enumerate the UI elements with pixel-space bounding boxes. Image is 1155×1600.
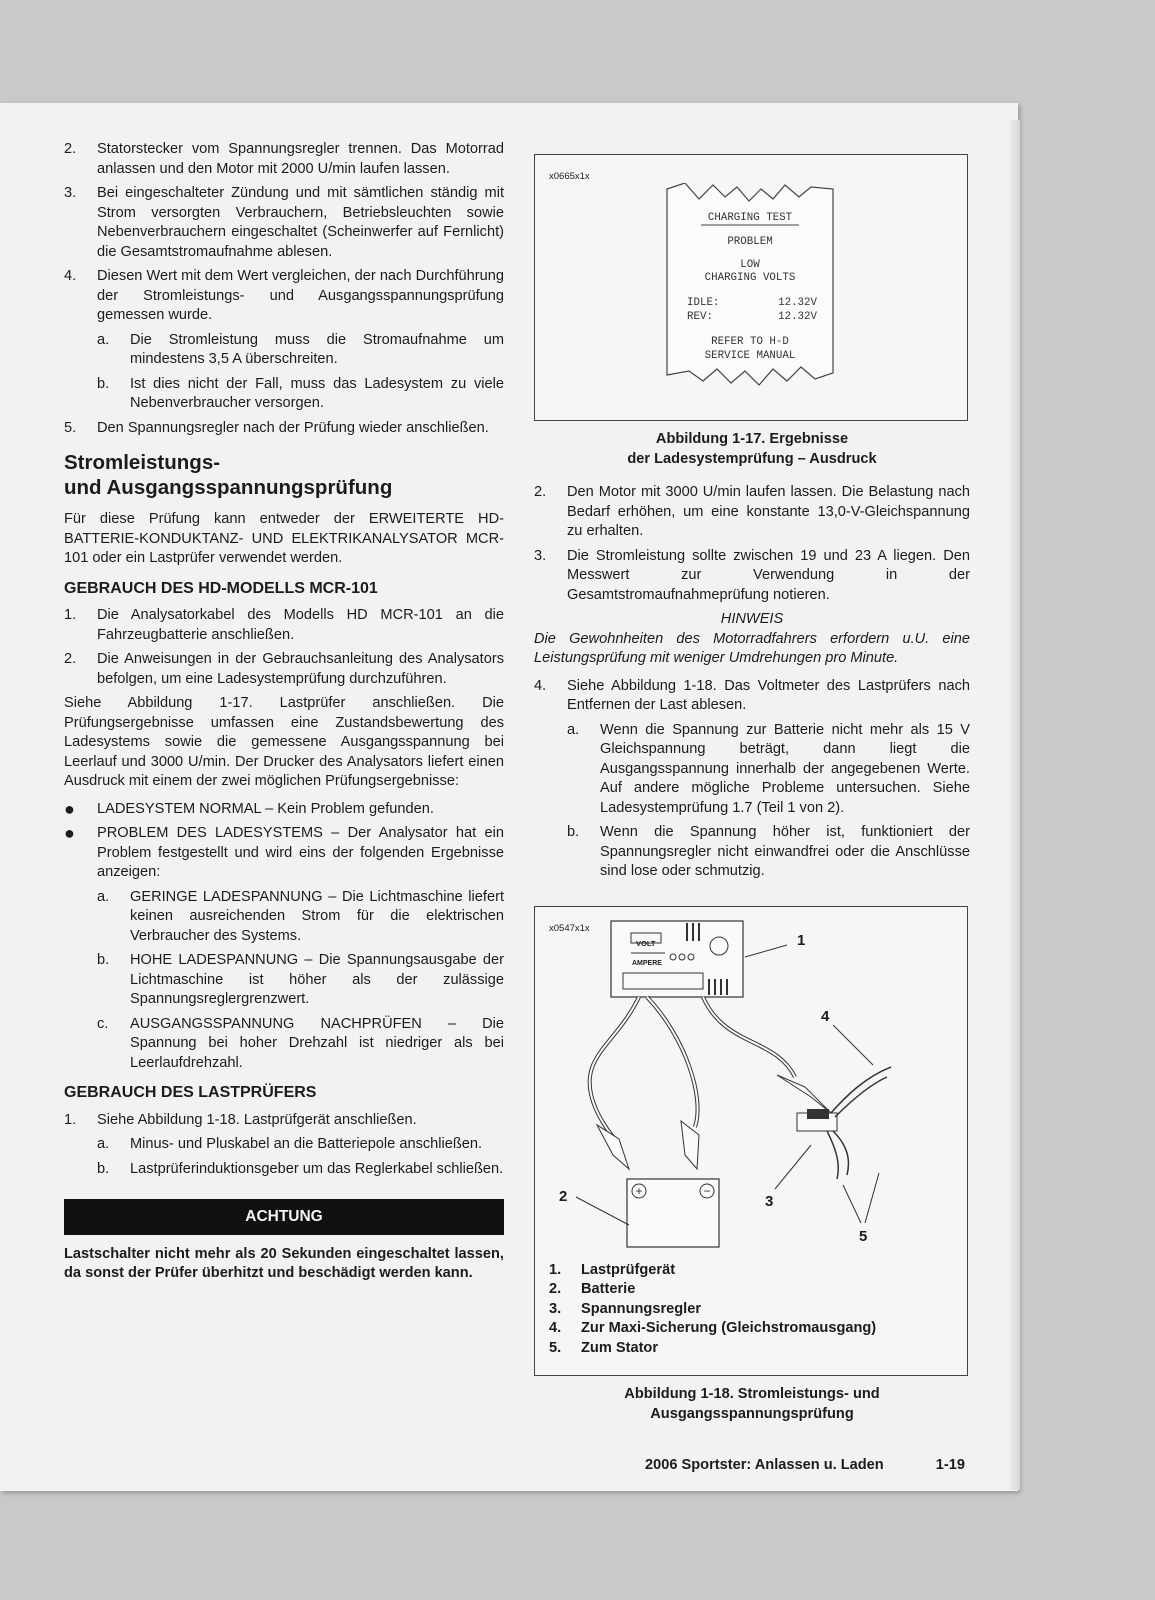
- callout-5: 5: [859, 1227, 868, 1245]
- figure-id: x0665x1x: [549, 171, 590, 182]
- list-item: 4. Siehe Abbildung 1-18. Das Voltmeter des Lastprüfers nach Entfernen der Last ablesen.: [534, 677, 970, 713]
- sub-list-item: b. Ist dies nicht der Fall, muss das Ladesystem zu viele Nebenverbraucher versorgen.: [97, 375, 504, 411]
- ticket-manual: SERVICE MANUAL: [704, 350, 796, 362]
- section-heading: Stromleistungs- und Ausgangsspannungsprüfung: [64, 451, 393, 499]
- sub-list-item: b. Wenn die Spannung höher ist, funktioniert der Spannungsregler nicht einwandfrei oder die Anschlüsse sind lose oder schmutzig.: [567, 824, 970, 879]
- callout-2: 2: [559, 1187, 568, 1205]
- ticket-charging-volts: CHARGING VOLTS: [704, 272, 796, 284]
- subheading-mcr: GEBRAUCH DES HD-MODELLS MCR-101: [64, 579, 378, 597]
- sub-list-item: b. HOHE LADESPANNUNG – Die Spannungsausgabe der Lichtmaschine ist höher als der zulässige Spannungsreglergrenzwert.: [97, 952, 504, 1007]
- legend-item: 5. Zum Stator: [549, 1339, 659, 1356]
- page-footer: [645, 1457, 965, 1473]
- ticket-rev-row: REV: 12.32V: [687, 311, 817, 323]
- subheading-lastpruefer: GEBRAUCH DES LASTPRÜFERS: [64, 1084, 317, 1101]
- list-item: 5. Den Spannungsregler nach der Prüfung wieder anschließen.: [64, 419, 489, 436]
- left-column: [64, 140, 504, 1284]
- figure-legend: [549, 1261, 876, 1359]
- mcr-paragraph: Siehe Abbildung 1-17. Lastprüfer anschließen. Die Prüfungsergebnisse umfassen eine Zustandsbewertung des Ladesystems sowie die gemessene Ausgangsspannung bei Leerlauf und 3000 U/min. Der Drucker des Analysators liefert einen Ausdruck mit einem der zwei möglichen Prüfungsergebnisse:: [64, 695, 504, 789]
- achtung-banner: ACHTUNG: [64, 1199, 504, 1235]
- legend-item: 3. Spannungsregler: [549, 1300, 702, 1317]
- list-item: 1. Siehe Abbildung 1-18. Lastprüfgerät anschließen.: [64, 1111, 417, 1128]
- legend-item: 2. Batterie: [549, 1281, 636, 1297]
- sub-list-item: a. Wenn die Spannung zur Batterie nicht mehr als 15 V Gleichspannung beträgt, dann liegt die Ausgangsspannung innerhalb der angegebenen Werte. Auf andere mögliche Probleme untersuchen. Siehe Ladesystemprüfung 1.7 (Teil 1 von 2).: [567, 721, 970, 816]
- svg-text:+: +: [635, 1183, 643, 1198]
- hinweis-title: HINWEIS: [720, 611, 784, 627]
- list-item: 2. Den Motor mit 3000 U/min laufen lassen. Die Belastung nach Bedarf erhöhen, um eine konstante 13,0-V-Gleichspannung zu erhalten.: [534, 484, 970, 539]
- figure-id: x0547x1x: [549, 922, 590, 934]
- ticket-title: CHARGING TEST: [707, 212, 793, 224]
- volt-label: VOLT: [636, 938, 656, 948]
- callout-3: 3: [765, 1192, 774, 1210]
- sub-list-item: c. AUSGANGSSPANNUNG NACHPRÜFEN – Die Spannung bei hoher Drehzahl ist niedriger als bei Leerlaufdrehzahl.: [97, 1015, 504, 1071]
- list-item: 1. Die Analysatorkabel des Modells HD MCR-101 an die Fahrzeugbatterie anschließen.: [64, 607, 504, 643]
- right-column: [534, 140, 970, 1424]
- ticket-idle-row: IDLE: 12.32V: [687, 297, 817, 309]
- sub-list-item: a. Die Stromleistung muss die Stromaufnahme um mindestens 3,5 A überschreiten.: [97, 331, 504, 367]
- ticket-problem: PROBLEM: [727, 236, 773, 248]
- steps-list-a: [64, 140, 504, 438]
- svg-text:−: −: [703, 1183, 711, 1198]
- ticket-refer: REFER TO H-D: [711, 336, 789, 348]
- list-item: 3. Bei eingeschalteter Zündung und mit sämtlichen ständig mit Strom versorgten Verbrauchern, Betriebsleuchten sowie Nebenverbrauchern eingeschaltet (Scheinwerfer auf Fernlicht) die Gesamtstromaufnahme ablesen.: [64, 185, 504, 260]
- bullet-item: ● LADESYSTEM NORMAL – Kein Problem gefunden.: [64, 798, 434, 819]
- list-item: 4. Diesen Wert mit dem Wert vergleichen, der nach Durchführung der Stromleistungs- und Ausgangsspannungsprüfung gemessen wurde.: [64, 268, 504, 323]
- steps-list-right: [534, 483, 970, 605]
- list-item: 2. Die Anweisungen in der Gebrauchsanleitung des Analysators befolgen, um eine Ladesystemprüfung durchzuführen.: [64, 651, 504, 687]
- list-item: 2. Statorstecker vom Spannungsregler trennen. Das Motorrad anlassen und den Motor mit 2000 U/min laufen lassen.: [64, 141, 504, 177]
- footer-title: 2006 Sportster: Anlassen u. Laden: [645, 1457, 884, 1473]
- figure-1-18: [534, 906, 968, 1376]
- callout-4: 4: [821, 1007, 830, 1025]
- page-edge: [1010, 120, 1020, 1490]
- charging-test-printout: [665, 183, 835, 388]
- hinweis-text: Die Gewohnheiten des Motorradfahrers erfordern u.U. eine Leistungsprüfung mit weniger Umdrehungen pro Minute.: [534, 630, 970, 666]
- list-item: 3. Die Stromleistung sollte zwischen 19 und 23 A liegen. Den Messwert zur Verwendung in der Gesamtstromaufnahmeprüfung notieren.: [534, 547, 970, 603]
- ampere-label: AMPERE: [632, 959, 662, 967]
- sub-list-item: b. Lastprüferinduktionsgeber um das Reglerkabel schließen.: [97, 1160, 504, 1177]
- page-number: 1-19: [935, 1457, 965, 1473]
- callout-1: 1: [797, 931, 806, 949]
- ticket-low: LOW: [740, 259, 760, 271]
- figure-caption: Abbildung 1-17. Ergebnisse der Ladesystemprüfung – Ausdruck: [627, 431, 877, 467]
- legend-item: 4. Zur Maxi-Sicherung (Gleichstromausgang): [549, 1320, 877, 1336]
- bullet-item: ● PROBLEM DES LADESYSTEMS – Der Analysator hat ein Problem festgestellt und wird eins der folgenden Ergebnisse anzeigen:: [64, 823, 504, 880]
- figure-1-17: [534, 154, 968, 421]
- legend-item: 1. Lastprüfgerät: [549, 1261, 676, 1278]
- warning-text: Lastschalter nicht mehr als 20 Sekunden eingeschaltet lassen, da sonst der Prüfer überhitzt und beschädigt werden kann.: [64, 1245, 504, 1281]
- load-tester-diagram: [535, 907, 967, 1257]
- sub-list-item: a. Minus- und Pluskabel an die Batteriepole anschließen.: [97, 1136, 483, 1152]
- figure-caption: Abbildung 1-18. Stromleistungs- und Ausgangsspannungsprüfung: [624, 1385, 880, 1422]
- intro-paragraph: Für diese Prüfung kann entweder der ERWEITERTE HD-BATTERIE-KONDUKTANZ- UND ELEKTRIKANALYSATOR MCR-101 oder ein Lastprüfer verwendet werden.: [64, 511, 504, 566]
- sub-list-item: a. GERINGE LADESPANNUNG – Die Lichtmaschine liefert keinen ausreichenden Strom für die elektrischen Verbraucher des Systems.: [97, 888, 504, 944]
